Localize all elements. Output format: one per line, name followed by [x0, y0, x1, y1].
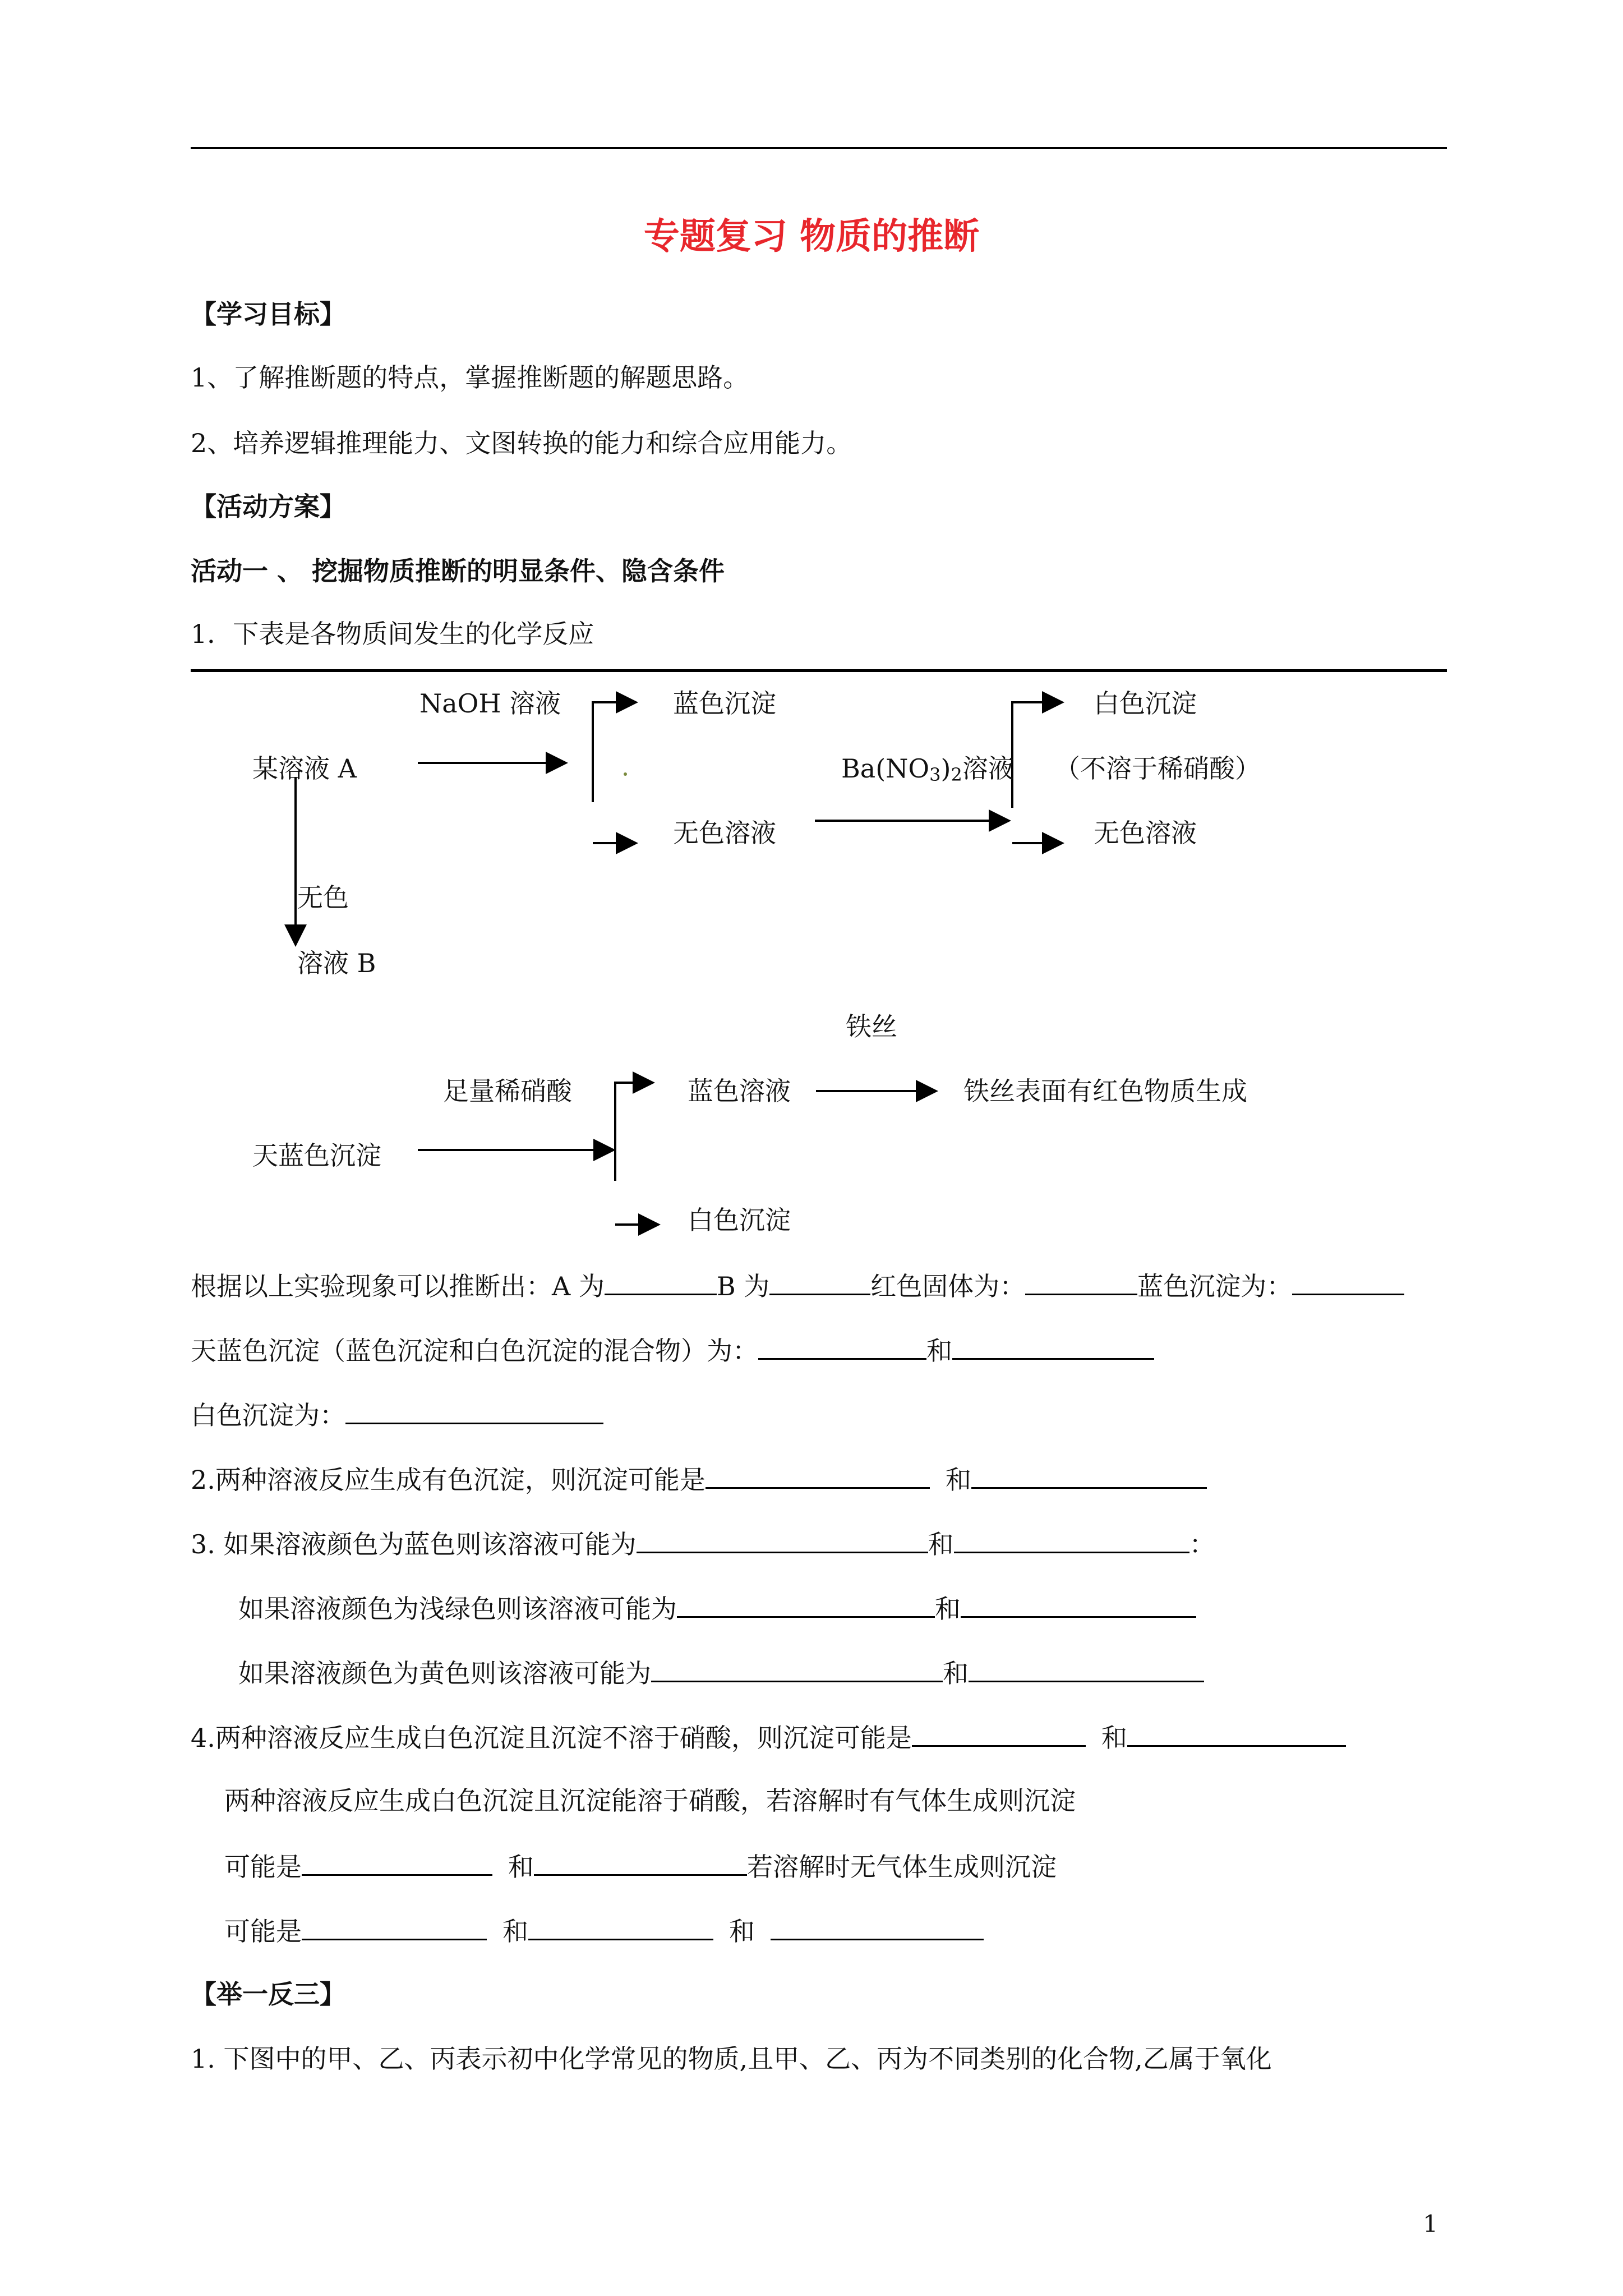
plan-heading: 【活动方案】 [191, 491, 345, 522]
fill-line-3: 白色沉淀为： [191, 1397, 603, 1432]
question-1-intro: 1．下表是各物质间发生的化学反应 [191, 619, 594, 649]
activity-1-heading: 活动一 、 挖掘物质推断的明显条件、隐含条件 [191, 556, 725, 586]
solution-b: 溶液 B [297, 948, 376, 978]
page-title: 专题复习 物质的推断 [643, 215, 980, 257]
blank-q3-blue-1[interactable] [637, 1526, 928, 1553]
blue-solution: 蓝色溶液 [688, 1076, 791, 1106]
blank-b[interactable] [769, 1268, 870, 1295]
insoluble-note: （不溶于稀硝酸） [1054, 753, 1261, 784]
blank-q4-2[interactable] [1127, 1719, 1346, 1747]
colorless-label: 无色 [297, 882, 349, 913]
blue-precipitate: 蓝色沉淀 [673, 688, 776, 719]
reagent-naoh: NaOH 溶液 [419, 688, 561, 719]
goals-heading: 【学习目标】 [191, 299, 345, 329]
iron-wire-label: 铁丝 [846, 1011, 897, 1042]
blank-q3-green-1[interactable] [677, 1590, 935, 1618]
blank-q2-2[interactable] [971, 1461, 1207, 1489]
blank-q2-1[interactable] [706, 1461, 930, 1489]
iron-result: 铁丝表面有红色物质生成 [963, 1076, 1247, 1106]
question-4-line2: 两种溶液反应生成白色沉淀且沉淀能溶于硝酸，若溶解时有气体生成则沉淀 [224, 1786, 1076, 1816]
blank-q3-yellow-2[interactable] [969, 1655, 1204, 1682]
blank-white-precip[interactable] [345, 1397, 603, 1424]
blank-q4-nogas-3[interactable] [771, 1913, 984, 1940]
extend-heading: 【举一反三】 [191, 1979, 345, 2009]
colorless-solution-2: 无色溶液 [1094, 818, 1197, 848]
question-3-blue: 3. 如果溶液颜色为蓝色则该溶液可能为 和 ： [191, 1526, 1215, 1561]
question-4-line3: 可能是 和 若溶解时无气体生成则沉淀 [224, 1848, 1057, 1884]
question-4-line4: 可能是 和 和 [224, 1913, 984, 1948]
stray-dot [624, 772, 627, 776]
blank-a[interactable] [605, 1268, 717, 1295]
question-2: 2.两种溶液反应生成有色沉淀，则沉淀可能是 和 [191, 1461, 1207, 1497]
white-precipitate-1: 白色沉淀 [1094, 688, 1197, 719]
reagent-ba-nitrate: Ba(NO3)2溶液 [841, 753, 1014, 785]
blank-blue-precip[interactable] [1292, 1268, 1404, 1295]
sky-blue-precipitate: 天蓝色沉淀 [252, 1140, 381, 1171]
goal-2: 2、培养逻辑推理能力、文图转换的能力和综合应用能力。 [191, 428, 852, 458]
white-precipitate-2: 白色沉淀 [688, 1205, 791, 1235]
page-number: 1 [1423, 2210, 1438, 2238]
blank-q4-gas-2[interactable] [534, 1848, 747, 1876]
question-3-green: 如果溶液颜色为浅绿色则该溶液可能为 和 [238, 1590, 1196, 1626]
blank-skyblue-2[interactable] [952, 1332, 1154, 1360]
question-4: 4.两种溶液反应生成白色沉淀且沉淀不溶于硝酸，则沉淀可能是 和 [191, 1719, 1346, 1755]
blank-red-solid[interactable] [1025, 1268, 1137, 1295]
question-3-yellow: 如果溶液颜色为黄色则该溶液可能为 和 [238, 1655, 1204, 1690]
fill-line-1: 根据以上实验现象可以推断出：A 为 B 为 红色固体为： 蓝色沉淀为： [191, 1268, 1404, 1303]
goal-1: 1、了解推断题的特点，掌握推断题的解题思路。 [191, 362, 749, 393]
blank-q4-gas-1[interactable] [302, 1848, 492, 1876]
colorless-solution-1: 无色溶液 [673, 818, 776, 848]
blank-q3-yellow-1[interactable] [651, 1655, 943, 1682]
extend-question-1: 1. 下图中的甲、乙、丙表示初中化学常见的物质,且甲、乙、丙为不同类别的化合物,乙属于氧化 [191, 2044, 1272, 2074]
excess-nitric-acid: 足量稀硝酸 [443, 1076, 572, 1106]
blank-q4-nogas-1[interactable] [302, 1913, 487, 1940]
blank-q3-green-2[interactable] [961, 1590, 1196, 1618]
blank-q4-1[interactable] [912, 1719, 1086, 1747]
solution-a: 某溶液 A [252, 753, 357, 784]
blank-q4-nogas-2[interactable] [528, 1913, 713, 1940]
fill-line-2: 天蓝色沉淀（蓝色沉淀和白色沉淀的混合物）为： 和 [191, 1332, 1154, 1368]
blank-q3-blue-2[interactable] [954, 1526, 1189, 1553]
blank-skyblue-1[interactable] [758, 1332, 926, 1360]
